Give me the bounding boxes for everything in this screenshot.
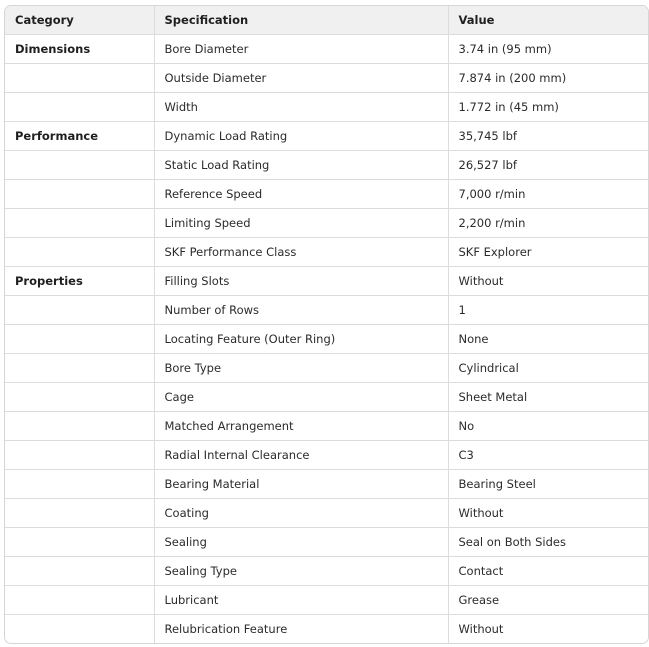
table-row <box>5 528 648 557</box>
value-cell: 26,527 lbf <box>448 151 648 180</box>
table-row <box>5 209 648 238</box>
specification-cell: Locating Feature (Outer Ring) <box>154 325 448 354</box>
category-cell <box>5 499 154 528</box>
spec-table <box>5 6 648 643</box>
value-cell: 1.772 in (45 mm) <box>448 93 648 122</box>
specification-cell: Sealing <box>154 528 448 557</box>
specification-cell: Coating <box>154 499 448 528</box>
table-row <box>5 354 648 383</box>
value-cell: 35,745 lbf <box>448 122 648 151</box>
value-cell: Seal on Both Sides <box>448 528 648 557</box>
table-row <box>5 35 648 64</box>
value-cell: None <box>448 325 648 354</box>
value-cell: Contact <box>448 557 648 586</box>
table-row <box>5 325 648 354</box>
value-cell: 1 <box>448 296 648 325</box>
specification-cell: Reference Speed <box>154 180 448 209</box>
table-row <box>5 238 648 267</box>
category-cell <box>5 528 154 557</box>
category-cell <box>5 296 154 325</box>
value-cell: 7.874 in (200 mm) <box>448 64 648 93</box>
specification-cell: Matched Arrangement <box>154 412 448 441</box>
specification-cell: Sealing Type <box>154 557 448 586</box>
category-cell <box>5 354 154 383</box>
category-cell <box>5 151 154 180</box>
table-row <box>5 557 648 586</box>
table-header-row <box>5 6 648 35</box>
value-cell: 3.74 in (95 mm) <box>448 35 648 64</box>
category-cell <box>5 470 154 499</box>
category-cell: Properties <box>5 267 154 296</box>
table-row <box>5 93 648 122</box>
category-cell <box>5 441 154 470</box>
value-cell: No <box>448 412 648 441</box>
table-row <box>5 122 648 151</box>
specification-cell: Width <box>154 93 448 122</box>
header-category: Category <box>5 6 154 35</box>
specification-cell: Number of Rows <box>154 296 448 325</box>
table-row <box>5 412 648 441</box>
table-row <box>5 441 648 470</box>
table-row <box>5 383 648 412</box>
category-cell <box>5 412 154 441</box>
table-row <box>5 470 648 499</box>
table-row <box>5 64 648 93</box>
table-row <box>5 499 648 528</box>
header-value: Value <box>448 6 648 35</box>
value-cell: Without <box>448 267 648 296</box>
specification-cell: Dynamic Load Rating <box>154 122 448 151</box>
value-cell: 2,200 r/min <box>448 209 648 238</box>
value-cell: C3 <box>448 441 648 470</box>
specification-cell: Bearing Material <box>154 470 448 499</box>
category-cell <box>5 557 154 586</box>
value-cell: Without <box>458 622 504 636</box>
category-cell <box>5 64 154 93</box>
value-cell: SKF Explorer <box>448 238 648 267</box>
category-cell <box>5 180 154 209</box>
category-cell <box>5 586 154 615</box>
specification-cell: Outside Diameter <box>154 64 448 93</box>
specification-cell: Filling Slots <box>154 267 448 296</box>
category-cell <box>5 325 154 354</box>
table-row <box>5 180 648 209</box>
specification-cell: Lubricant <box>154 586 448 615</box>
table-row <box>5 267 648 296</box>
value-cell: Cylindrical <box>448 354 648 383</box>
table-row <box>5 615 648 644</box>
table-row <box>5 151 648 180</box>
header-specification: Specification <box>154 6 448 35</box>
category-cell <box>5 238 154 267</box>
specification-cell: SKF Performance Class <box>154 238 448 267</box>
specification-cell: Bore Diameter <box>154 35 448 64</box>
specification-cell: Radial Internal Clearance <box>154 441 448 470</box>
value-cell: 7,000 r/min <box>448 180 648 209</box>
category-cell: Performance <box>5 122 154 151</box>
specification-cell: Cage <box>154 383 448 412</box>
value-cell: Bearing Steel <box>448 470 648 499</box>
specification-cell: Bore Type <box>154 354 448 383</box>
value-cell: Sheet Metal <box>448 383 648 412</box>
category-cell: Dimensions <box>5 35 154 64</box>
value-cell: Grease <box>448 586 648 615</box>
category-cell <box>5 93 154 122</box>
category-cell <box>5 383 154 412</box>
value-cell: Without <box>448 499 648 528</box>
table-row <box>5 296 648 325</box>
specification-cell: Limiting Speed <box>154 209 448 238</box>
spec-table-container <box>4 5 649 644</box>
specification-cell: Static Load Rating <box>154 151 448 180</box>
category-cell <box>5 615 154 644</box>
category-cell <box>5 209 154 238</box>
table-row <box>5 586 648 615</box>
specification-cell: Relubrication Feature <box>154 615 448 644</box>
